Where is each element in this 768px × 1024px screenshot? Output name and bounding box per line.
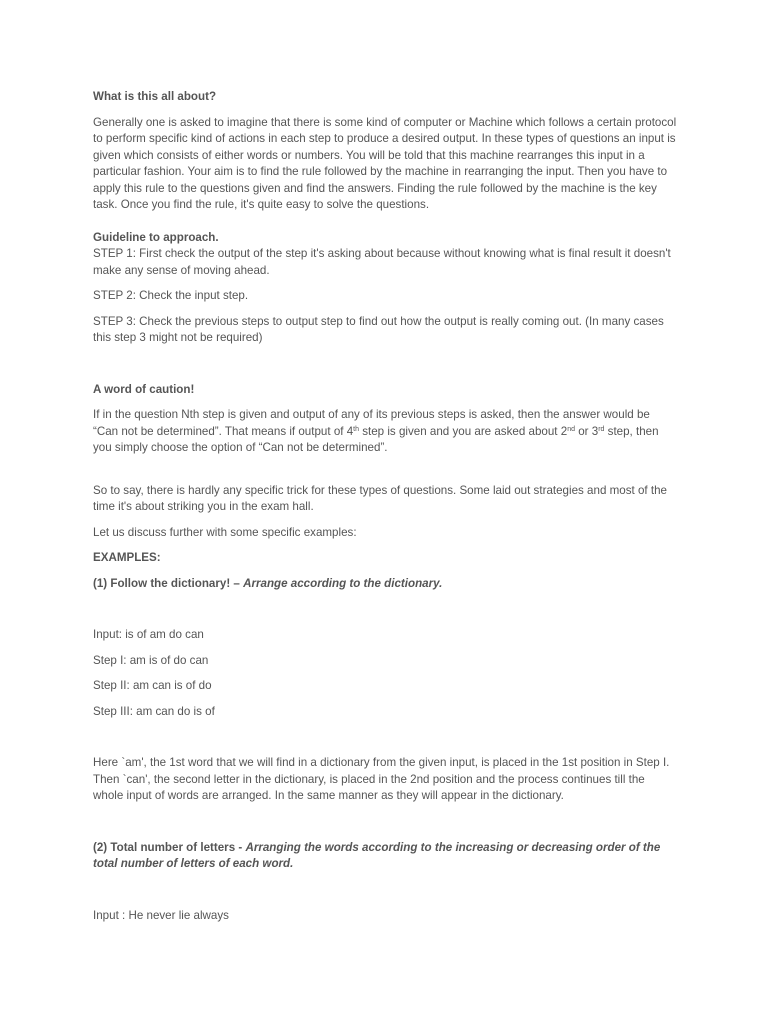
example-1-title: (1) Follow the dictionary! – Arrange according to the dictionary. xyxy=(93,576,443,590)
let-us-paragraph: Let us discuss further with some specific examples: xyxy=(93,525,357,539)
heading-what: What is this all about? xyxy=(93,90,217,103)
example-2-title: (2) Total number of letters - Arranging the words according to the increasing or decreasing order of the total number of letters of each word. xyxy=(93,840,661,870)
example-1-explanation: Here `am', the 1st word that we will find in a dictionary from the given input, is placed in the 1st position in Step I. Then `can', the second letter in the dictionary, is placed in the 2nd position and the process continues till the whole input of words are arranged. In the same manner as they will appear in the dictionary. xyxy=(93,756,670,802)
example-1-step-2: Step II: am can is of do xyxy=(93,679,212,692)
intro-paragraph: Generally one is asked to imagine that there is some kind of computer or Machine which follows a certain protocol to perform specific kind of actions in each step to produce a desired output. In these types of questions an input is given which consists of either words or numbers. You will be told that this machine rearranges this input in a particular fashion. Your aim is to find the rule followed by the machine in rearranging the input. Then you have to apply this rule to the questions given and find the answers. Finding the rule followed by the machine is the key task. Once you find the rule, it's quite easy to solve the questions. xyxy=(93,115,677,211)
example-1-step-1: Step I: am is of do can xyxy=(93,653,209,667)
step-1-text: STEP 1: First check the output of the step it's asking about because without knowing what is final result it doesn't make any sense of moving ahead. xyxy=(93,247,671,277)
example-2-input: Input : He never lie always xyxy=(93,908,229,922)
step-2-text: STEP 2: Check the input step. xyxy=(93,289,249,302)
so-to-say-paragraph: So to say, there is hardly any specific trick for these types of questions. Some laid out strategies and most of the time it's about striking you in the exam hall. xyxy=(93,483,667,513)
example-1-step-3: Step III: am can do is of xyxy=(93,704,215,718)
guideline-heading: Guideline to approach. xyxy=(93,230,219,244)
caution-paragraph: If in the question Nth step is given and output of any of its previous steps is asked, then the answer would be “Can not be determined”. That means if output of 4th step is given and you are asked about 2nd or 3rd step, then you simply choose the option of “Can not be determined”. xyxy=(93,408,659,454)
example-1-input: Input: is of am do can xyxy=(93,628,204,641)
examples-heading: EXAMPLES: xyxy=(93,551,161,564)
caution-heading: A word of caution! xyxy=(93,382,195,396)
step-3-text: STEP 3: Check the previous steps to output step to find out how the output is really coming out. (In many cases this step 3 might not be required) xyxy=(93,314,664,344)
